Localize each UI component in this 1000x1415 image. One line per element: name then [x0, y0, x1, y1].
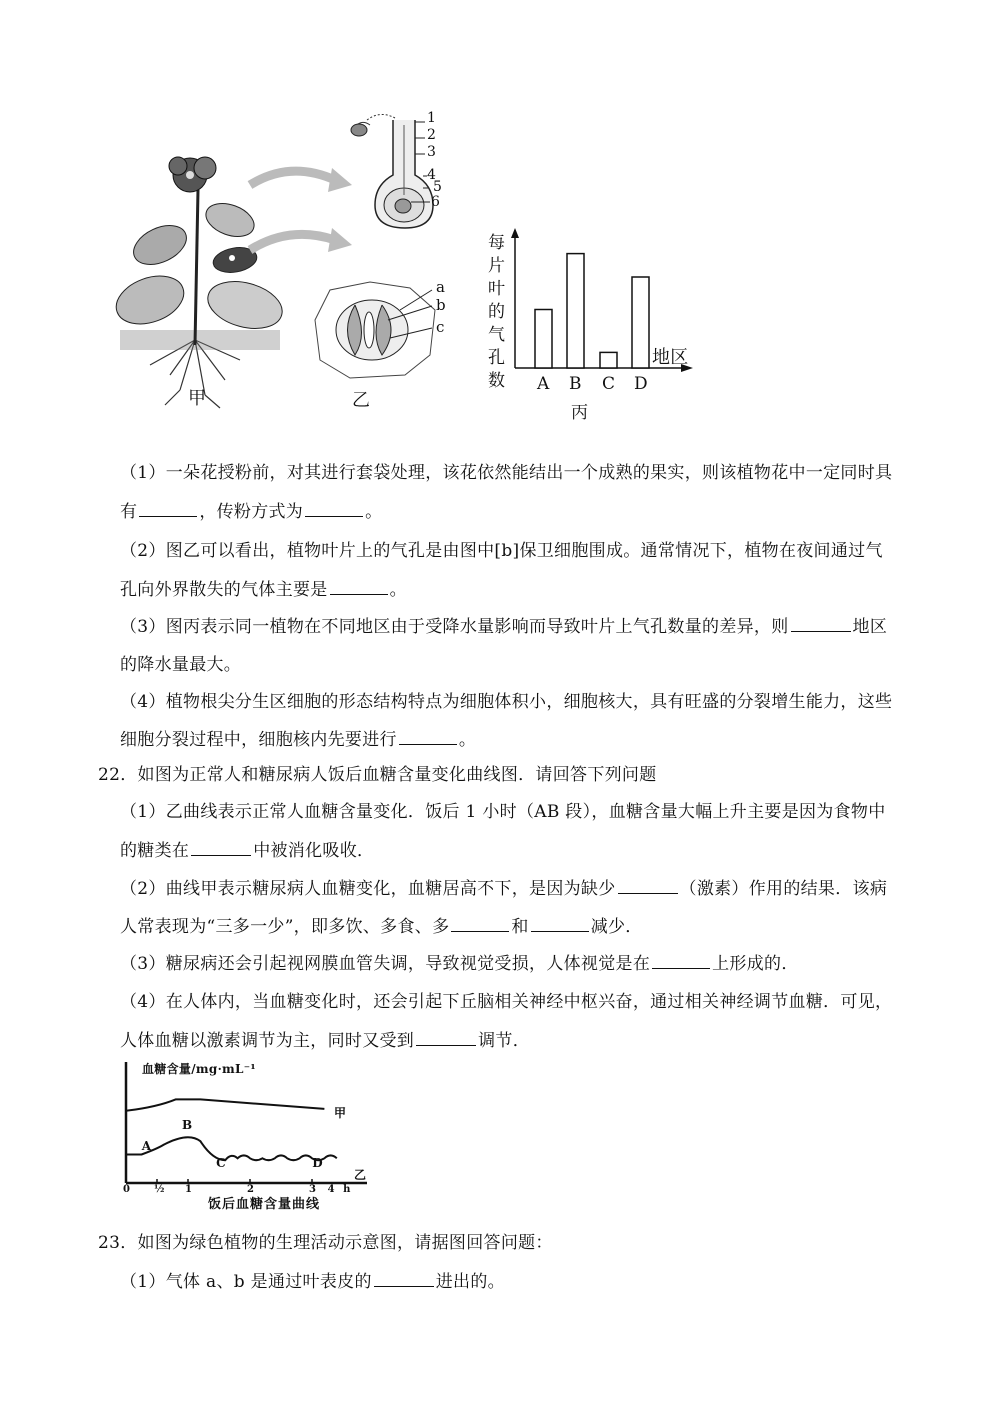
text: 细胞分裂过程中，细胞核内先要进行: [120, 730, 397, 750]
text: 人体血糖以激素调节为主，同时又受到: [120, 1031, 415, 1051]
bar-B: [567, 254, 584, 368]
text: 。: [365, 502, 383, 522]
text: 的糖类在: [120, 841, 190, 861]
q23-title: 23．如图为绿色植物的生理活动示意图，请据图回答问题：: [98, 1233, 553, 1253]
text: （3）糖尿病还会引起视网膜血管失调，导致视觉受损，人体视觉是在: [120, 954, 651, 974]
text: 调节．: [478, 1031, 531, 1051]
figure-label-yi: 乙: [352, 390, 371, 411]
q22-part1-line2: [120, 836, 374, 861]
ylabel-char: 气: [488, 325, 505, 345]
text: 减少．: [590, 917, 643, 937]
ylabel-char: 片: [488, 256, 505, 276]
graph-tick-label: 4: [327, 1184, 335, 1195]
q22-part4-line1: （4）在人体内，当血糖变化时，还会引起下丘脑相关神经中枢兴奋，通过相关神经调节血糖．可见，: [120, 992, 893, 1012]
answer-blank[interactable]: [305, 515, 363, 517]
series-label-jia: 甲: [334, 1106, 347, 1120]
q21-part1-line2: [120, 497, 382, 522]
q23-part1: [120, 1267, 505, 1292]
flower-label-4: 4: [427, 167, 437, 183]
q22-part2-line1: [120, 874, 887, 899]
answer-blank[interactable]: [618, 892, 678, 894]
q22-part2-line2: [120, 912, 643, 937]
stoma-label-a: a: [436, 278, 446, 296]
graph-tick-label: ½: [154, 1184, 165, 1195]
text: 和: [511, 917, 529, 937]
flower-label-5: 5: [433, 179, 443, 195]
answer-blank[interactable]: [791, 630, 851, 632]
flower-label-2: 2: [427, 127, 437, 143]
ylabel-char: 每: [488, 233, 505, 253]
bar-category-label: C: [602, 374, 616, 394]
bar-A: [535, 310, 552, 369]
graph-tick-label: 3: [309, 1184, 317, 1195]
q21-part4-line2: [120, 725, 476, 750]
graph-tick-label: h: [343, 1184, 351, 1195]
text: ，传粉方式为: [199, 502, 304, 522]
bar-chart-xlabel: 地区: [652, 347, 689, 368]
text: 人常表现为“三多一少”，即多饮、多食、多: [120, 917, 450, 937]
answer-blank[interactable]: [399, 743, 457, 745]
series-line-甲: [126, 1099, 324, 1110]
point-label-A: A: [141, 1138, 152, 1153]
series-label-yi: 乙: [354, 1168, 367, 1182]
answer-blank[interactable]: [531, 930, 589, 932]
text: 进出的。: [435, 1272, 505, 1292]
q21-part4-line1: （4）植物根尖分生区细胞的形态结构特点为细胞体积小，细胞核大，具有旺盛的分裂增生能力，这些: [120, 692, 893, 712]
ylabel-char: 的: [488, 302, 505, 322]
answer-blank[interactable]: [451, 930, 509, 932]
q21-part1-line1: （1）一朵花授粉前，对其进行套袋处理，该花依然能结出一个成熟的果实，则该植物花中一定同时具: [120, 463, 893, 483]
graph-ylabel: 血糖含量/mg·mL⁻¹: [142, 1062, 256, 1076]
answer-blank[interactable]: [374, 1285, 434, 1287]
graph-tick-label: 0: [123, 1184, 131, 1195]
q22-title: 22．如图为正常人和糖尿病人饭后血糖含量变化曲线图．请回答下列问题: [98, 765, 657, 785]
text: 中被消化吸收．: [253, 841, 375, 861]
answer-blank[interactable]: [139, 515, 197, 517]
graph-caption: 饭后血糖含量曲线: [208, 1197, 321, 1212]
point-label-B: B: [182, 1117, 193, 1132]
figure-label-jia: 甲: [188, 388, 207, 409]
stoma-label-b: b: [436, 296, 446, 314]
answer-blank[interactable]: [330, 593, 388, 595]
series-line-乙: [126, 1137, 337, 1160]
text: 。: [389, 580, 407, 600]
q21-part3-line1: [120, 612, 887, 637]
q22-part4-line2: [120, 1026, 530, 1051]
flower-label-1: 1: [427, 110, 437, 126]
text: 地区: [852, 617, 888, 637]
text: （2）曲线甲表示糖尿病人血糖变化，血糖居高不下，是因为缺少: [120, 879, 616, 899]
ylabel-char: 孔: [488, 348, 505, 368]
q22-part3: [120, 949, 799, 974]
answer-blank[interactable]: [652, 967, 710, 969]
q21-part2-line1: （2）图乙可以看出，植物叶片上的气孔是由图中[b]保卫细胞围成。通常情况下，植物在夜间通过气: [120, 541, 883, 561]
flower-label-6: 6: [431, 194, 441, 210]
text: （1）气体 a、b 是通过叶表皮的: [120, 1272, 372, 1292]
stoma-diagram-yi: [310, 280, 440, 380]
q22-part1-line1: （1）乙曲线表示正常人血糖含量变化．饭后 1 小时（AB 段），血糖含量大幅上升主要是因为食物中: [120, 802, 886, 822]
bar-C: [600, 352, 617, 368]
text: 上形成的．: [712, 954, 799, 974]
ylabel-char: 叶: [488, 279, 505, 299]
text: 有: [120, 502, 138, 522]
ylabel-char: 数: [488, 371, 505, 391]
bar-D: [632, 277, 649, 368]
arrows: [240, 150, 360, 260]
flower-label-3: 3: [427, 144, 437, 160]
graph-tick-label: 2: [247, 1184, 255, 1195]
text: 孔向外界散失的气体主要是: [120, 580, 328, 600]
bar-category-label: B: [569, 374, 582, 394]
text: （激素）作用的结果．该病: [679, 879, 888, 899]
flower-section-diagram: [345, 110, 455, 235]
bar-category-label: A: [537, 374, 550, 394]
text: （3）图丙表示同一植物在不同地区由于受降水量影响而导致叶片上气孔数量的差异，则: [120, 617, 789, 637]
text: 。: [458, 730, 477, 750]
answer-blank[interactable]: [416, 1044, 476, 1046]
bar-chart-caption: 丙: [571, 403, 589, 423]
y-axis-arrow: [511, 228, 519, 238]
q21-part3-line2: 的降水量最大。: [120, 655, 242, 675]
point-label-D: D: [312, 1155, 323, 1170]
answer-blank[interactable]: [191, 854, 251, 856]
q21-part2-line2: [120, 575, 407, 600]
bar-category-label: D: [634, 374, 648, 394]
point-label-C: C: [216, 1155, 226, 1170]
stoma-label-c: c: [436, 318, 445, 336]
graph-tick-label: 1: [185, 1184, 193, 1195]
